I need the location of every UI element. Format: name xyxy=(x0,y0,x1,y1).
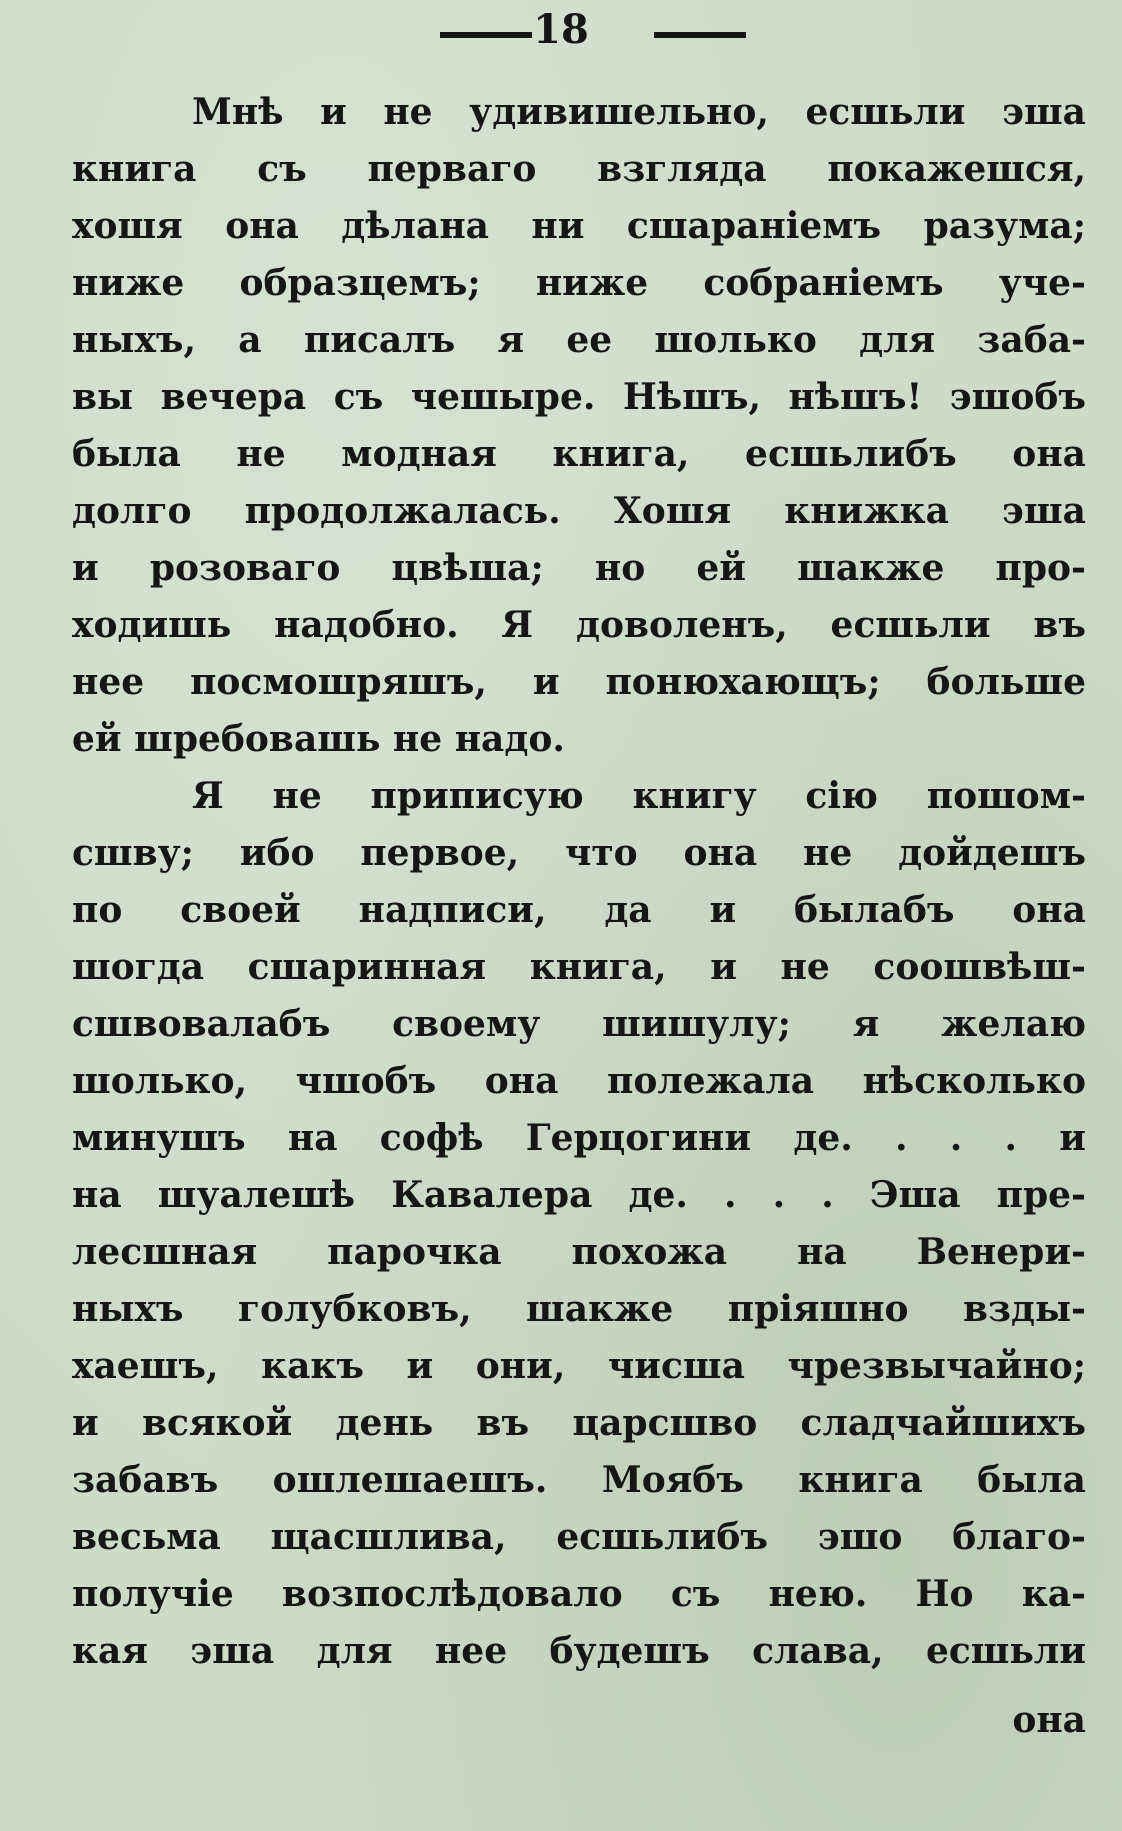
text-line: минушъ на софѣ Герцогини де. . . . и xyxy=(72,1117,1086,1159)
text-line: Мнѣ и не удивишельно, есшьли эша xyxy=(192,91,1086,133)
text-line: вы вечера съ чешыре. Нѣшъ, нѣшъ! эшобъ xyxy=(72,376,1086,418)
body-text xyxy=(72,84,1086,1680)
text-line: сшвовалабъ своему шишулу; я желаю xyxy=(72,1003,1086,1045)
text-line: на шуалешѣ Кавалера де. . . . Эша пре- xyxy=(72,1174,1086,1216)
text-line: долго продолжалась. Хошя книжка эша xyxy=(72,490,1086,532)
text-line: нее посмошряшъ, и понюхающъ; больше xyxy=(72,661,1086,703)
text-line: шогда сшаринная книга, и не соошвѣш- xyxy=(72,946,1086,988)
page-number-dash-right xyxy=(654,32,746,38)
text-line: весьма щасшлива, есшьлибъ эшо благо- xyxy=(72,1516,1086,1558)
text-line: кая эша для нее будешъ слава, есшьли xyxy=(72,1630,1086,1672)
text-line: хаешъ, какъ и они, чисша чрезвычайно; xyxy=(72,1345,1086,1387)
text-line: по своей надписи, да и былабъ она xyxy=(72,889,1086,931)
text-line: и всякой день въ царсшво сладчайшихъ xyxy=(72,1402,1086,1444)
catchword: она xyxy=(1012,1699,1086,1741)
text-line: получіе возпослѣдовало съ нею. Но ка- xyxy=(72,1573,1086,1615)
text-line: забавъ ошлешаешъ. Моябъ книга была xyxy=(72,1459,1086,1501)
text-line: ей шребовашь не надо. xyxy=(72,718,565,760)
text-line: ныхъ голубковъ, шакже пріяшно взды- xyxy=(72,1288,1086,1330)
text-line: книга съ перваго взгляда покажешся, xyxy=(72,148,1086,190)
text-line: была не модная книга, есшьлибъ она xyxy=(72,433,1086,475)
text-line: сшву; ибо первое, что она не дойдешъ xyxy=(72,832,1086,874)
text-line: Я не приписую книгу сію пошом- xyxy=(192,775,1086,817)
page-number: 18 xyxy=(533,6,589,53)
text-line: ныхъ, а писалъ я ее шолько для заба- xyxy=(72,319,1086,361)
text-line: и розоваго цвѣша; но ей шакже про- xyxy=(72,547,1086,589)
text-line: шолько, чшобъ она полежала нѣсколько xyxy=(72,1060,1086,1102)
text-line: лесшная парочка похожа на Венери- xyxy=(72,1231,1086,1273)
text-line: ниже образцемъ; ниже собраніемъ уче- xyxy=(72,262,1086,304)
text-line: хошя она дѣлана ни сшараніемъ разума; xyxy=(72,205,1086,247)
text-line: ходишь надобно. Я доволенъ, есшьли въ xyxy=(72,604,1086,646)
